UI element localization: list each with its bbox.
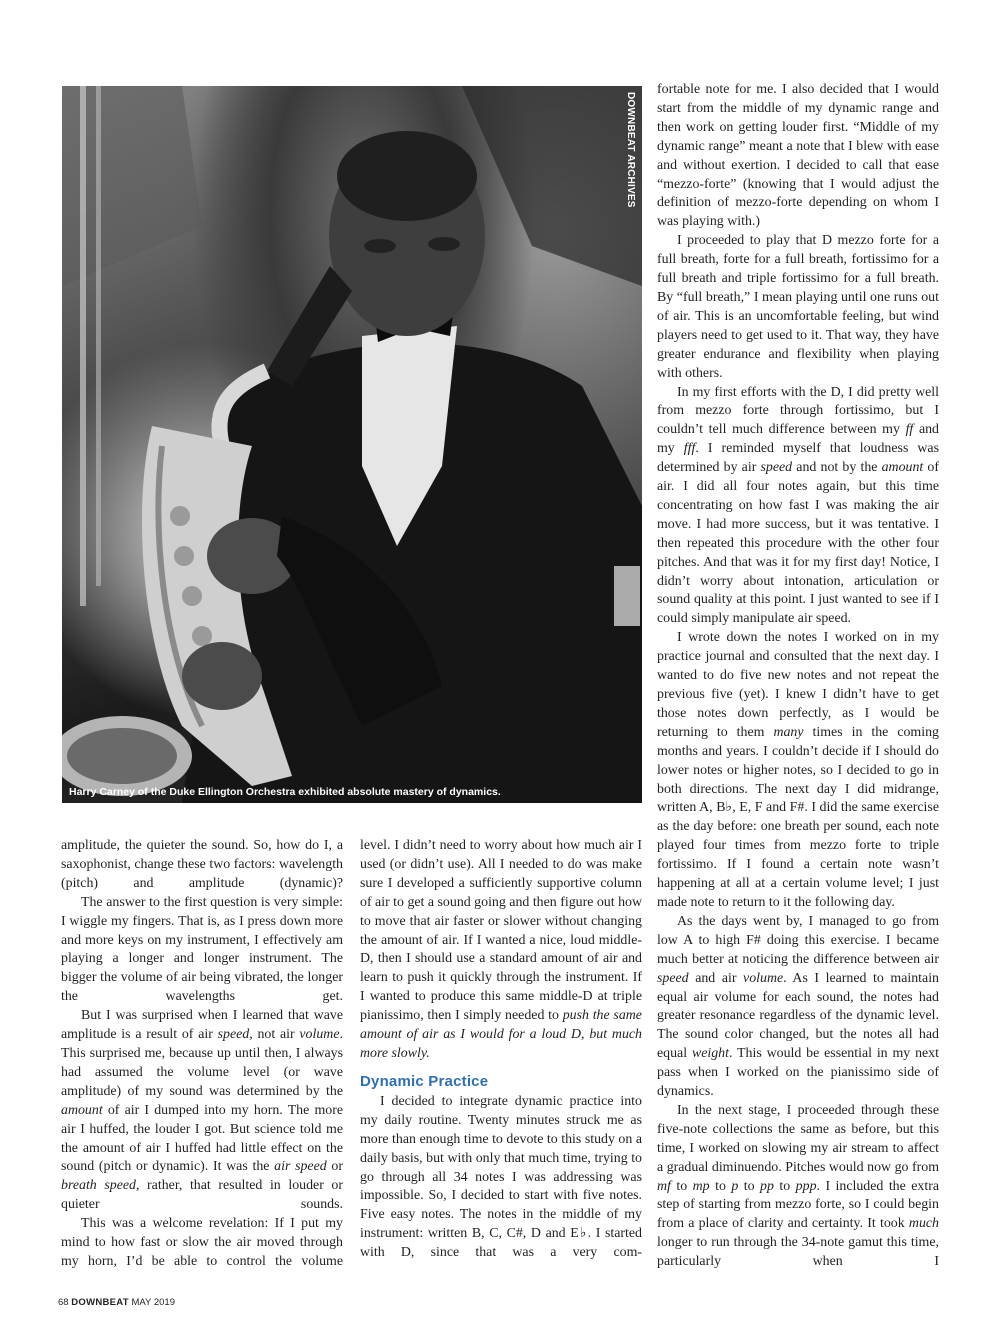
paragraph: In the next stage, I proceeded through these five-note collections the same as before, but this time, I worked on slowing my air stream to affect a gradual diminuendo. Pitches would now go from mf to mp to p to pp to ppp. I included the extra step of starting from mezzo forte, so I could begin from a place of clarity and certainty. It took much longer to run through the 34-note gamut this time, particularly when I <box>657 1102 940 1270</box>
article-photo <box>62 86 642 803</box>
column-1 <box>61 837 343 1272</box>
photo-illustration <box>62 86 642 803</box>
column-2 <box>360 837 642 1263</box>
paragraph: But I was surprised when I learned that wave amplitude is a result of air speed, not air volume. This surprised me, because up until then, I always had assumed the volume level (or wave amplitude) of my sound was determined by the amount of air I dumped into my horn. The more air I huffed, the louder I got. But science told me the amount of air I huffed had little effect on the sound (pitch or dynamic). It was the air speed or breath speed, rather, that resulted in louder or quieter sounds. <box>61 1008 344 1213</box>
paragraph: As the days went by, I managed to go from low A to high F# doing this exercise. I became much better at noticing the difference between air speed and air volume. As I learned to maintain equal air volume for each sound, the notes had greater resonance regardless of the dynamic level. The sound color changed, but the notes all had equal weight. This would be essential in my next pass when I worked on the pianissimo side of dynamics. <box>657 913 939 1100</box>
paragraph: The answer to the first question is very simple: I wiggle my fingers. That is, as I press down more and more keys on my instrument, I effectively am playing a longer and longer instrument. The bigger the volume of air being vibrated, the longer the wavelengths get. <box>61 894 343 1005</box>
page-footer <box>58 1297 175 1308</box>
paragraph: This was a welcome revelation: If I put my mind to how fast or slow the air moved through my horn, I’d be able to control the volume <box>61 1216 343 1269</box>
photo-caption: Harry Carney of the Duke Ellington Orchestra exhibited absolute mastery of dynamics. <box>69 786 501 798</box>
page-number: 68 <box>58 1297 69 1308</box>
subheading: Dynamic Practice <box>360 1072 489 1090</box>
paragraph: I decided to integrate dynamic practice into my daily routine. Twenty minutes struck me as more than enough time to devote to this study on a daily basis, but with only that much time, trying to go through all 34 notes I was addressing was impossible. So, I decided to start with five notes. Five easy notes. The notes in the middle of my instrument: written B, C, C#, D and E♭. I started with D, since that was a very com- <box>360 1093 642 1261</box>
magazine-name: DOWNBEAT <box>71 1297 129 1308</box>
paragraph: level. I didn’t need to worry about how much air I used (or didn’t use). All I needed to do was make sure I developed a sufficiently supportive column of air to get a sound going and then figure out how to move that air faster or slower without changing the amount of air. If I wanted a nice, loud middle-D, then I should use a standard amount of air and learn to push it quickly through the instrument. If I wanted to produce this same middle-D at triple pianissimo, then I simply needed to push the same amount of air as I would for a loud D, but much more slowly. <box>360 838 642 1061</box>
paragraph: I proceeded to play that D mezzo forte for a full breath, forte for a full breath, fortissimo for a full breath and triple fortissimo for a full breath. By “full breath,” I mean playing until one runs out of air. This is an uncomfortable feeling, but wind players need to get used to it. That way, they have greater endurance and flexibility when playing with others. <box>657 233 939 381</box>
paragraph: fortable note for me. I also decided that I would start from the middle of my dynamic range and then work on getting louder first. “Middle of my dynamic range” meant a note that I blew with ease and without exertion. I decided to call that ease “mezzo-forte” (knowing that I would adjust the definition of mezzo-forte depending on whom I was playing with.) <box>657 82 939 230</box>
column-3 <box>657 81 939 1272</box>
paragraph: In my first efforts with the D, I did pretty well from mezzo forte through fortissimo, but I couldn’t tell much difference between my ff and my fff. I reminded myself that loudness was determined by air speed and not by the amount of air. I did all four notes again, but this time concentrating on how fast I was making the air move. I had more success, but it was tentative. I then repeated this procedure with the other four pitches. And that was it for my first day! Notice, I didn’t worry about intonation, articulation or sound quality at this point. I just wanted to see if I could simply manipulate air speed. <box>657 384 940 627</box>
issue-date: MAY 2019 <box>131 1297 175 1308</box>
photo-credit: DOWNBEAT ARCHIVES <box>625 92 636 208</box>
paragraph: I wrote down the notes I worked on in my practice journal and consulted that the next day. I wanted to do five new notes and not repeat the previous five (yet). I knew I didn’t have to get those notes down perfectly, as I would be returning to them many times in the coming months and years. I couldn’t decide if I should do lower notes or higher notes, so I decided to go in both directions. The next day I did midrange, written A, B♭, E, F and F#. I did the same exercise as the day before: one breath per sound, each note played four times from mezzo forte to triple fortissimo. If I found a certain note wasn’t happening at all at a certain volume level; I just made note to return to it the following day. <box>657 630 939 910</box>
paragraph: amplitude, the quieter the sound. So, how do I, a saxophonist, change these two factors: wavelength (pitch) and amplitude (dynamic)? <box>61 838 343 891</box>
